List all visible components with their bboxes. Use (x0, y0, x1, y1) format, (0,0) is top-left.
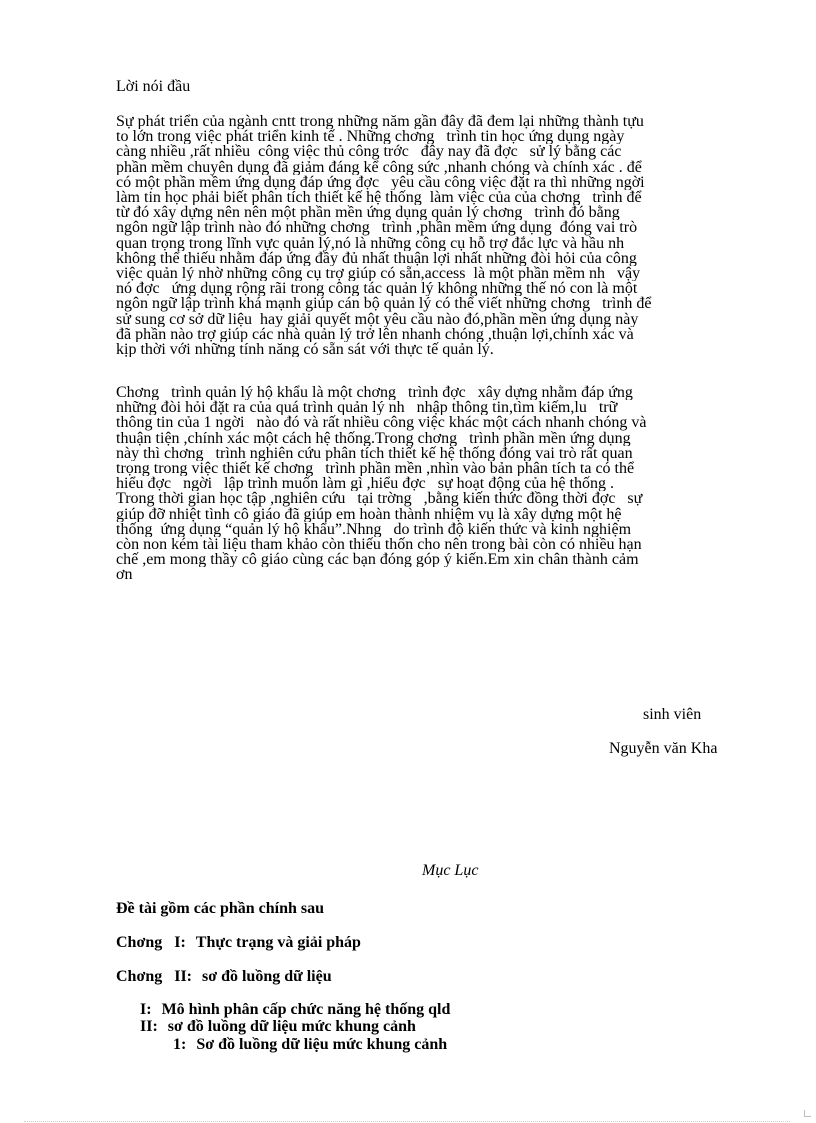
paragraph-line: Chơng trình quản lý hộ khẩu là một chơng trình đợc xây dựng nhằm đáp ứng (116, 385, 633, 401)
toc-item-1 (140, 1001, 450, 1019)
paragraph-line: phần mềm chuyên dụng đã giảm đáng kể công sức ,nhanh chóng và chính xác . để (116, 159, 642, 175)
toc-chapter-1 (116, 934, 361, 952)
toc-item-3 (173, 1036, 447, 1054)
toc-chapter-2-text: sơ đồ luồng dữ liệu (202, 968, 332, 985)
paragraph-line: những đòi hỏi đặt ra của quá trình quản lý nh nhập thông tin,tìm kiếm,lu trữ (116, 400, 618, 416)
paragraph-line: Trong thời gian học tập ,nghiên cứu tại trờng ,bằng kiến thức đồng thời đợc sự (116, 491, 643, 507)
toc-chapter-2 (116, 968, 332, 986)
paragraph-line: càng nhiều ,rất nhiều công việc thủ công trớc đây nay đã đợc sử lý bằng các (116, 144, 622, 160)
paragraph-line: này thì chơng trình nghiên cứu phân tích thiết kế hệ thống đóng vai trò rất quan (116, 445, 633, 462)
paragraph-line: còn non kém tài liệu tham khảo còn thiếu thốn cho nên trong bài còn có nhiều hạn (116, 537, 642, 553)
toc-chapter-2-label: Chơng II: (116, 968, 192, 985)
paragraph-line: từ đó xây dựng nên nên một phần mền ứng dụng quản lý chơng trình đó bằng (116, 205, 620, 221)
toc-item-3-label: 1: (173, 1036, 187, 1053)
paragraph-line: nó đợc ứng dụng rộng rãi trong công tác quản lý không những thế nó con là một (116, 281, 638, 297)
paragraph-line: thống ứng dụng “quản lý hộ khẩu”.Nhng do trình độ kiến thức và kinh nghiệm (116, 521, 632, 538)
paragraph-line: chế ,em mong thầy cô giáo cùng các bạn đóng góp ý kiến.Em xin chân thành cảm (116, 552, 639, 568)
paragraph-line: việc quản lý nhờ những công cụ trợ giúp có sẵn,access là một phần mềm nh vậy (116, 266, 641, 282)
paragraph-line: ngôn ngữ lập trình khá mạnh giúp cán bộ quản lý có thể viết những chơng trình để (116, 296, 652, 312)
toc-intro: Đề tài gồm các phần chính sau (116, 900, 325, 917)
toc-item-2-label: II: (140, 1018, 158, 1035)
paragraph-line: quan trọng trong lĩnh vực quản lý,nó là những công cụ hỗ trợ đắc lực và hầu nh (116, 235, 625, 251)
paragraph-line: ngôn ngữ lập trình nào đó những chơng trình ,phần mềm ứng dụng đóng vai trò (116, 220, 638, 236)
paragraph-line: trọng trong việc thiết kế chơng trình phần mền ,nhìn vào bản phân tích ta có thể (116, 461, 635, 477)
paragraph-line: ơn (116, 567, 133, 583)
toc-item-2 (140, 1018, 416, 1036)
page-footer-rule (24, 1121, 790, 1122)
paragraph-line: thông tin của 1 ngời nào đó và rất nhiều công việc khác một cách nhanh chóng và (116, 415, 647, 431)
toc-item-2-text: sơ đồ luồng dữ liệu mức khung cảnh (167, 1018, 416, 1035)
signature-name: Nguyễn văn Kha (609, 740, 718, 757)
paragraph-line: sử sung cơ sở dữ liệu hay giải quyết một yêu cầu nào đó,phần mền ứng dụng này (116, 311, 639, 327)
toc-item-3-text: Sơ đồ luồng dữ liệu mức khung cảnh (196, 1036, 448, 1053)
paragraph-intro (116, 114, 756, 357)
paragraph-line: làm tin học phải biết phân tích thiết kế hệ thống làm việc của của chơng trình để (116, 190, 642, 206)
toc-title: Mục Lục (422, 862, 479, 879)
paragraph-line: Sự phát triển của ngành cntt trong những năm gần đây đã đem lại những thành tựu (116, 114, 644, 130)
paragraph-line: thuận tiện ,chính xác một cách hệ thống.Trong chơng trình phần mền ứng dụng (116, 430, 631, 446)
signature-role: sinh viên (643, 706, 702, 723)
page-heading: Lời nói đầu (116, 78, 191, 95)
paragraph-line: kịp thời với những tính năng có sẵn sát với thực tế quản lý. (116, 342, 494, 358)
paragraph-line: đã phần nào trợ giúp các nhà quản lý trở lên nhanh chóng ,thuận lợi,chính xác và (116, 326, 634, 343)
toc-item-1-text: Mô hình phân cấp chức năng hệ thống qld (161, 1001, 451, 1018)
paragraph-line: có một phần mềm ứng dụng đáp ứng đợc yêu cầu công việc đặt ra thì những ngời (116, 174, 645, 191)
paragraph-line: to lớn trong việc phát triển kinh tế . Những chơng trình tin học ứng dụng ngày (116, 129, 625, 145)
paragraph-line: hiểu đợc ngời lập trình muốn làm gì ,hiểu đợc sự hoạt động của hệ thống . (116, 476, 614, 492)
toc-item-1-label: I: (140, 1001, 152, 1018)
toc-chapter-1-label: Chơng I: (116, 934, 186, 951)
page-corner-mark (804, 1110, 811, 1117)
paragraph-project (116, 385, 756, 583)
toc-chapter-1-text: Thực trạng và giải pháp (195, 934, 361, 951)
paragraph-line: giúp đỡ nhiệt tình cô giáo đã giúp em hoàn thành nhiệm vụ là xây dựng một hệ (116, 506, 622, 522)
paragraph-line: không thể thiếu nhằm đáp ứng đầy đủ nhất thuận lợi nhất những đòi hỏi của công (116, 250, 637, 267)
